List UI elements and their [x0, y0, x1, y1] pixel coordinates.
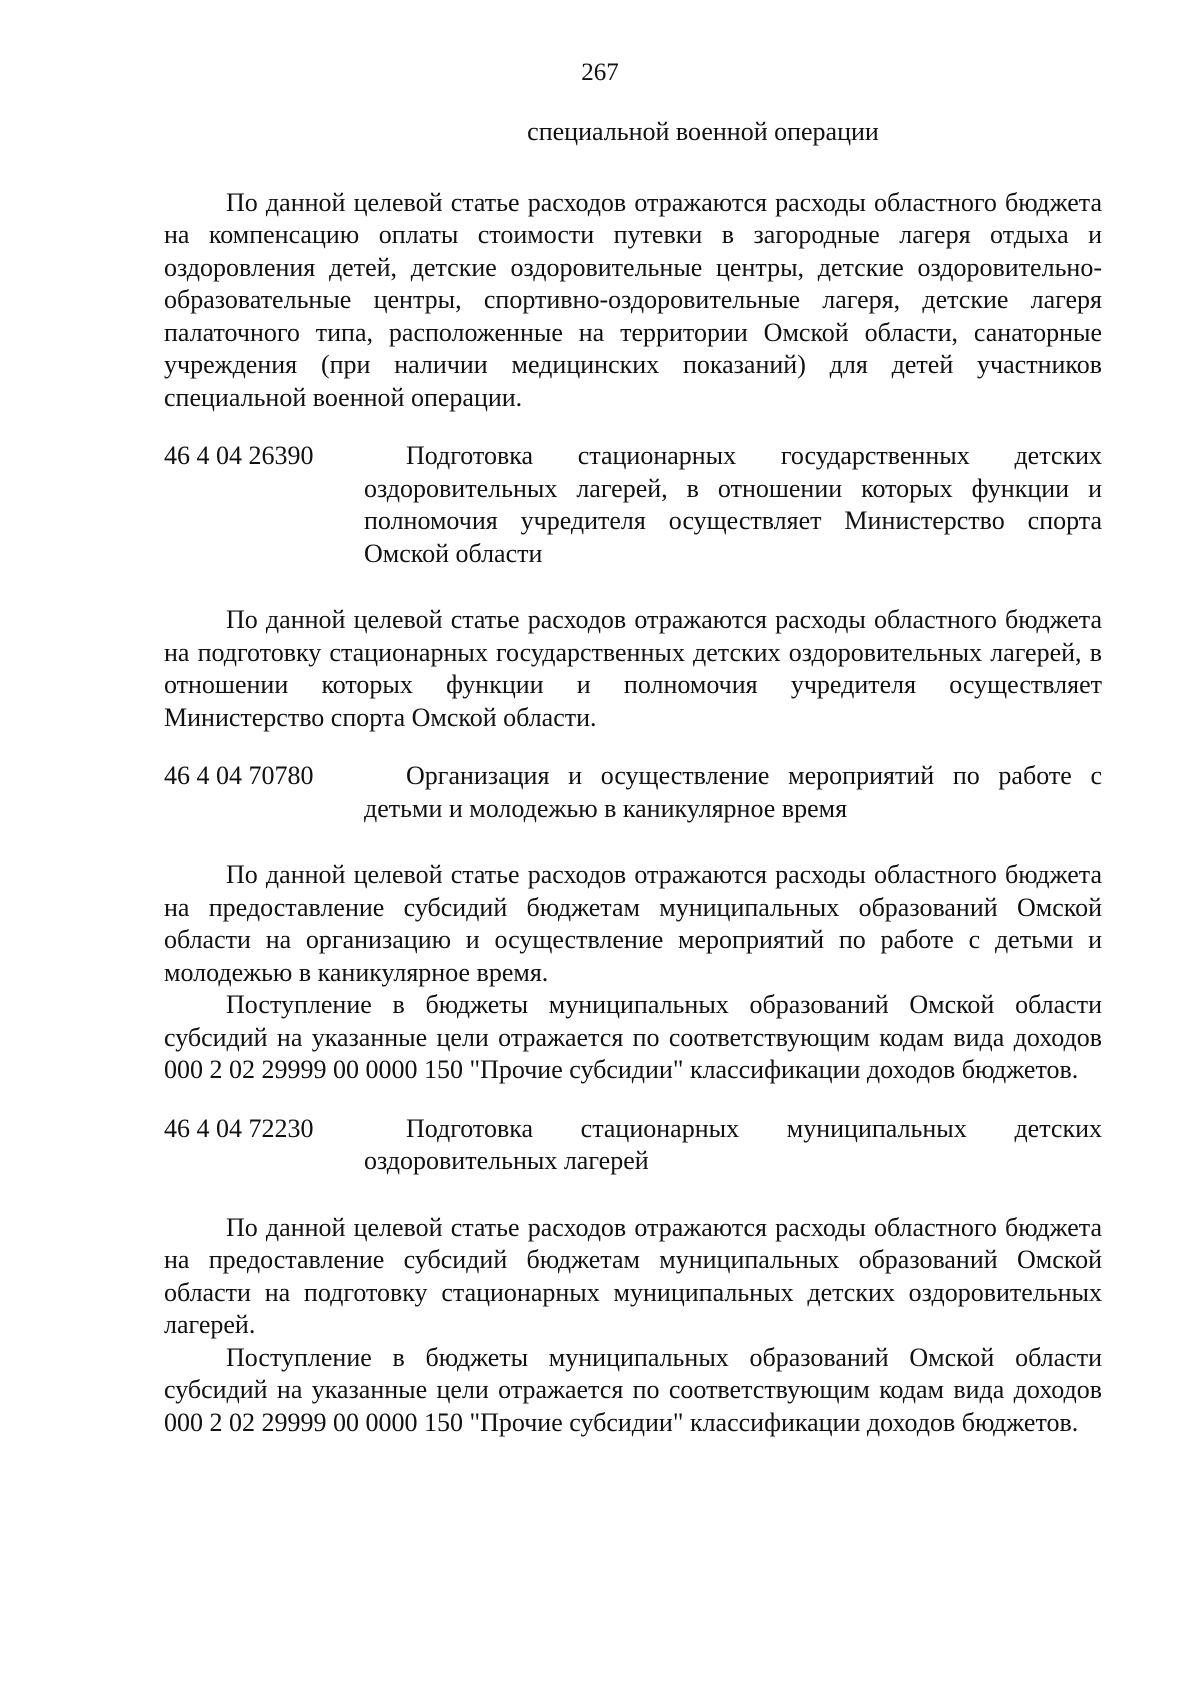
entry-code: 46 4 04 72230 — [164, 1113, 314, 1143]
entry-code: 46 4 04 70780 — [164, 761, 314, 790]
entry-paragraph: Поступление в бюджеты муниципальных образований Омской области субсидий на указанные цели отражается по соответствующим кодам вида доходов 000 2 02 29999 00 0000 150 "Прочие субсидии" классификации доходов бюджетов. — [164, 990, 1102, 1084]
budget-entry — [164, 440, 1102, 570]
budget-entry — [164, 760, 1102, 825]
continuation-heading: специальной военной операции — [527, 117, 879, 146]
entry-title: Подготовка стационарных муниципальных детских оздоровительных лагерей — [364, 1113, 1102, 1175]
document-body — [164, 116, 1102, 1439]
entry-paragraph: По данной целевой статье расходов отражаются расходы областного бюджета на предоставление субсидий бюджетам муниципальных образований Омской области на организацию и осуществление мероприятий по работе с детьми и молодежью в каникулярное время. — [164, 860, 1102, 987]
entry-code: 46 4 04 26390 — [164, 441, 314, 470]
entry-paragraph: По данной целевой статье расходов отражаются расходы областного бюджета на подготовку стационарных государственных детских оздоровительных лагерей, в отношении которых функции и полномочия учредителя осуществляет Министерство спорта Омской области. — [164, 605, 1102, 732]
entry-title: Организация и осуществление мероприятий по работе с детьми и молодежью в каникулярное время — [364, 761, 1102, 823]
intro-paragraph: По данной целевой статье расходов отражаются расходы областного бюджета на компенсацию оплаты стоимости путевки в загородные лагеря отдыха и оздоровления детей, детские оздоровительные центры, детские оздоровительно-образовательные центры, спортивно-оздоровительные лагеря, детские лагеря палаточного типа, расположенные на территории Омской области, санаторные учреждения (при наличии медицинских показаний) для детей участников специальной военной операции. — [164, 187, 1102, 412]
entry-paragraph: Поступление в бюджеты муниципальных образований Омской области субсидий на указанные цели отражается по соответствующим кодам вида доходов 000 2 02 29999 00 0000 150 "Прочие субсидии" классификации доходов бюджетов. — [164, 1342, 1102, 1437]
budget-entry — [164, 1113, 1102, 1178]
entry-paragraph: По данной целевой статье расходов отражаются расходы областного бюджета на предоставление субсидий бюджетам муниципальных образований Омской области на подготовку стационарных муниципальных детских оздоровительных лагерей. — [164, 1212, 1102, 1339]
page-number: 267 — [581, 59, 619, 86]
entry-title: Подготовка стационарных государственных детских оздоровительных лагерей, в отношении которых функции и полномочия учредителя осуществляет Министерство спорта Омской области — [364, 441, 1102, 568]
